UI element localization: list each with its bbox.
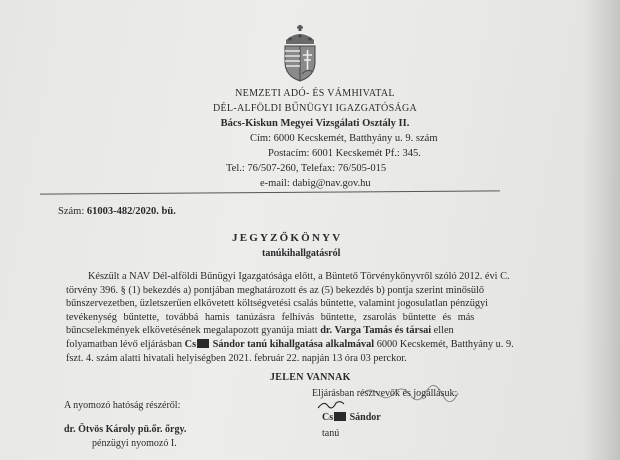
directorate-name: DÉL-ALFÖLDI BŰNÜGYI IGAZGATÓSÁGA <box>212 103 418 114</box>
email-line: e-mail: dabig@nav.gov.hu <box>260 178 371 189</box>
authority-label: A nyomozó hatóság részéről: <box>64 400 181 411</box>
phone-line: Tel.: 76/507-260, Telefax: 76/505-015 <box>226 163 387 174</box>
present-heading: JELEN VANNAK <box>270 372 351 383</box>
reference-number <box>58 206 176 217</box>
body-line: bűncselekmények elkövetésének megalapozott gyanúja miatt dr. Varga Tamás és társai ellen <box>66 325 454 337</box>
strike-scribble <box>360 384 480 402</box>
letterhead <box>150 86 480 191</box>
address-line: Cím: 6000 Kecskemét, Batthyány u. 9. szám <box>250 133 438 144</box>
reference-value: 61003-482/2020. bü. <box>86 206 176 217</box>
body-line: tevékenység bűntette, továbbá hamis tanúzásra felhívás bűntette, zsarolás bűntette és más <box>66 311 475 323</box>
witness-name: Cs Sándor <box>322 412 381 423</box>
org-name: NEMZETI ADÓ- ÉS VÁMHIVATAL <box>235 88 395 99</box>
page-shadow <box>582 0 620 460</box>
body-line: törvény 396. § (1) bekezdés a) pontjában meghatározott és az (5) bekezdés b) pontja szerint minősülő <box>66 284 485 296</box>
body-line: folyamatban lévő eljárásban Cs Sándor tanú kihallgatása alkalmával 6000 Kecskemét, Batthyány u. 9. <box>66 338 514 350</box>
body-line: Készült a NAV Dél-alföldi Bűnügyi Igazgatósága előtt, a Büntető Törvénykönyvről szóló 2012. évi C. <box>88 271 510 282</box>
department-name: Bács-Kiskun Megyei Vizsgálati Osztály II. <box>220 118 410 129</box>
document-title: JEGYZŐKÖNYV <box>232 232 343 244</box>
redaction-mark <box>197 339 209 348</box>
body-line: bűnszervezetben, üzletszerűen elkövetett költségvetési csalás bűntette, valamint jogosulatlan pénzügyi <box>66 298 489 310</box>
postal-line: Postacím: 6001 Kecskemét Pf.: 345. <box>268 148 421 159</box>
officer-name: dr. Ötvös Károly pü.őr. őrgy. <box>64 424 187 435</box>
body-paragraph <box>66 270 568 365</box>
header-divider <box>40 190 500 194</box>
document-subtitle: tanúkihallgatásról <box>262 248 341 259</box>
participants-label: Eljárásban résztvevők és jogállásuk: <box>312 388 458 399</box>
reference-label: Szám: <box>58 206 85 217</box>
body-line: fszt. 4. szám alatti hivatali helyiségben 2021. február 22. napján 13 óra 03 perckor. <box>66 352 407 364</box>
coat-of-arms-icon <box>278 24 322 82</box>
officer-role: pénzügyi nyomozó I. <box>92 438 177 449</box>
redaction-mark <box>334 412 346 421</box>
witness-role: tanú <box>322 428 340 439</box>
signature-mark-icon <box>316 398 346 412</box>
